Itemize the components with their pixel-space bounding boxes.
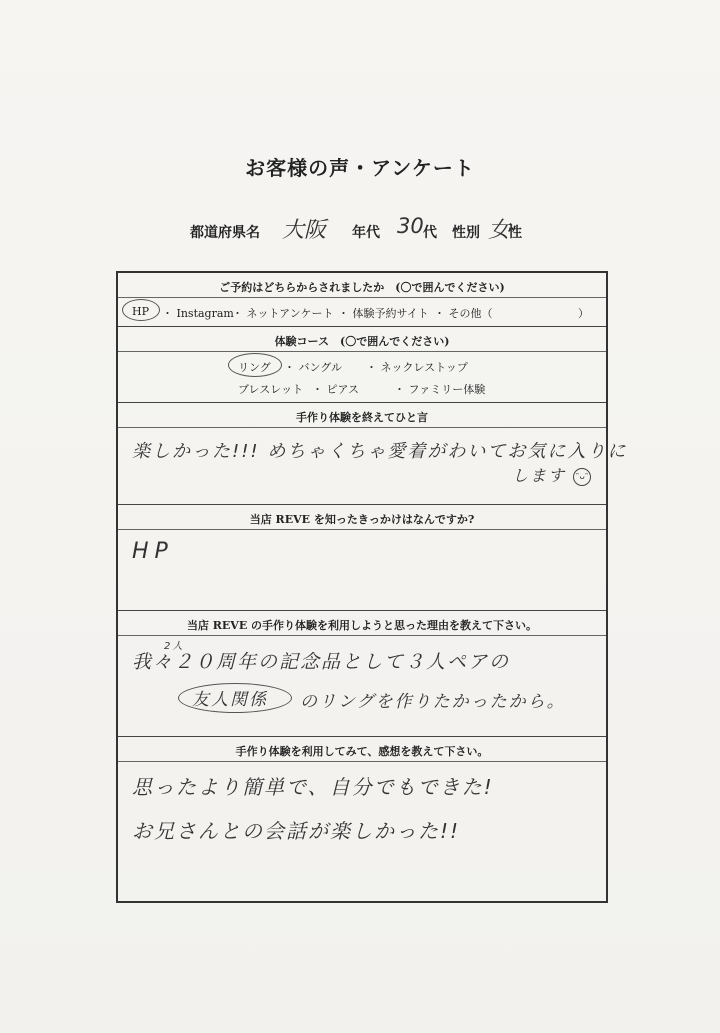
question-heading: 当店 REVE を知ったきっかけはなんですか? bbox=[249, 513, 475, 526]
divider bbox=[118, 351, 606, 352]
age-suffix: 代 bbox=[423, 225, 437, 241]
option-pierce[interactable]: ・ ピアス bbox=[312, 383, 360, 396]
option-bangle[interactable]: ・ バングル bbox=[284, 361, 342, 374]
answer-superscript: 2人 bbox=[164, 641, 185, 652]
option-net-survey[interactable]: ・ ネットアンケート bbox=[232, 307, 334, 320]
question-heading: 当店 REVE の手作り体験を利用しようと思った理由を教えて下さい。 bbox=[186, 619, 538, 632]
prefecture-label: 都道府県名 bbox=[190, 225, 260, 241]
answer-text: 楽しかった!!! めちゃくちゃ愛着がわいてお気に入りに bbox=[132, 441, 628, 462]
question-heading: 体験コース (〇で囲んでください) bbox=[274, 335, 450, 348]
option-instagram[interactable]: ・ Instagram bbox=[162, 307, 234, 320]
question-impression bbox=[118, 737, 606, 901]
question-course bbox=[118, 327, 606, 403]
option-family[interactable]: ・ ファミリー体験 bbox=[394, 383, 486, 396]
age-label: 年代 bbox=[352, 225, 380, 241]
survey-table bbox=[116, 271, 628, 903]
option-necklace-top[interactable]: ・ ネックレストップ bbox=[366, 361, 468, 374]
question-how-found bbox=[118, 505, 606, 611]
option-other[interactable]: ・ その他（ bbox=[434, 307, 493, 320]
age-value: 30 bbox=[397, 214, 424, 238]
form-title: お客様の声・アンケート bbox=[245, 156, 475, 180]
question-heading: 手作り体験を終えてひと言 bbox=[296, 411, 428, 424]
answer-text: 思ったより簡単で、自分でもできた! bbox=[132, 775, 494, 799]
divider bbox=[118, 529, 606, 530]
prefecture-value: 大阪 bbox=[282, 218, 327, 243]
answer-text: HP bbox=[132, 539, 174, 564]
gender-label: 性別 bbox=[452, 225, 480, 241]
option-other-close: ） bbox=[578, 307, 589, 320]
option-ring[interactable]: リング bbox=[238, 361, 271, 374]
answer-text-continued: お兄さんとの会話が楽しかった!! bbox=[132, 819, 461, 843]
question-reservation bbox=[118, 273, 606, 327]
option-bracelet[interactable]: ブレスレット bbox=[238, 383, 304, 396]
answer-insert: 友人関係 bbox=[192, 690, 268, 710]
option-hp[interactable]: HP bbox=[132, 305, 149, 318]
answer-text: 我々２０周年の記念品として３人ペアの bbox=[132, 651, 511, 673]
option-booking-site[interactable]: ・ 体験予約サイト bbox=[338, 307, 429, 320]
divider bbox=[118, 761, 606, 762]
answer-text-continued bbox=[512, 463, 591, 486]
question-one-word bbox=[118, 403, 628, 505]
divider bbox=[118, 427, 606, 428]
smile-face-icon: ᵔᴗᵔ bbox=[573, 468, 591, 486]
question-heading: 手作り体験を利用してみて、感想を教えて下さい。 bbox=[235, 745, 489, 758]
gender-value: 女 bbox=[488, 218, 511, 243]
divider bbox=[118, 297, 606, 298]
answer-text-continued: のリングを作りたかったから。 bbox=[300, 692, 566, 712]
gender-suffix: 性 bbox=[508, 225, 522, 241]
question-reason bbox=[118, 611, 606, 737]
answer-text-line2: します bbox=[512, 466, 567, 485]
divider bbox=[118, 635, 606, 636]
question-heading: ご予約はどちらからされましたか (〇で囲んでください) bbox=[219, 281, 505, 294]
